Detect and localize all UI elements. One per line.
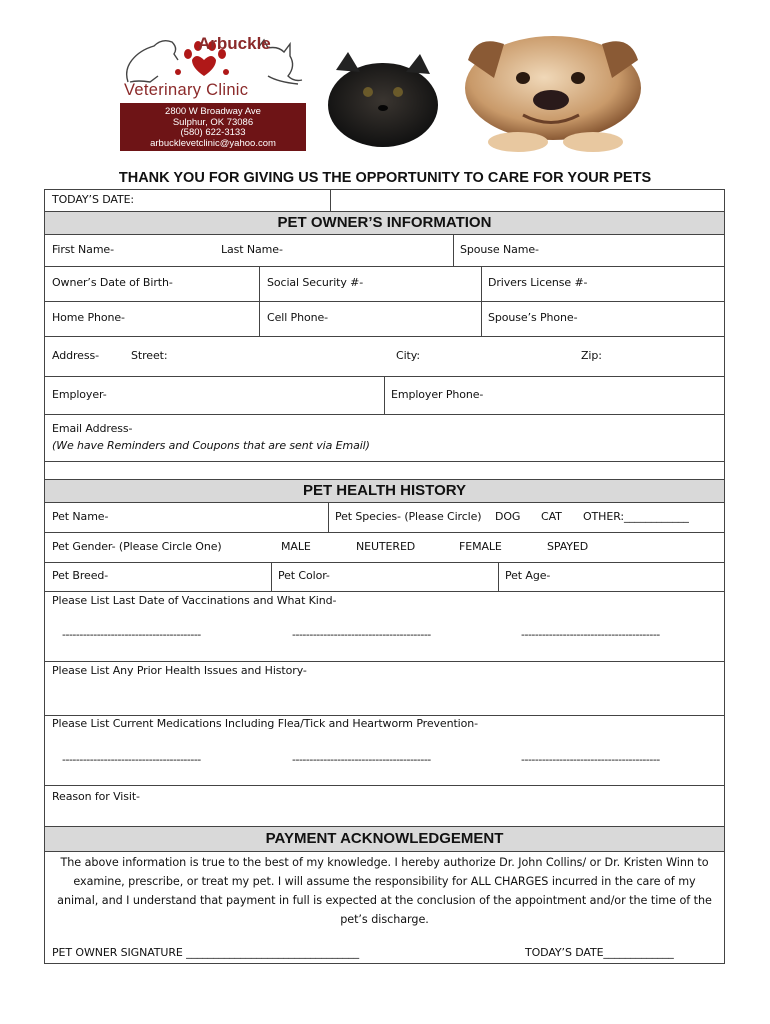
email-address-label: Email Address- — [52, 422, 133, 435]
city-label: City: — [396, 349, 420, 362]
species-cat-option[interactable]: CAT — [541, 510, 562, 523]
spouse-name-label: Spouse Name- — [460, 243, 539, 256]
prior-health-field[interactable] — [48, 682, 720, 712]
gender-male-option[interactable]: MALE — [281, 540, 311, 553]
pet-breed-label: Pet Breed- — [52, 569, 109, 582]
signature-date-line[interactable]: TODAY’S DATE_____________ — [525, 946, 674, 959]
email-note: (We have Reminders and Coupons that are sent via Email) — [52, 439, 370, 452]
prior-health-label: Please List Any Prior Health Issues and History- — [52, 664, 307, 677]
owner-dob-field[interactable] — [180, 268, 256, 299]
clinic-address1: 2800 W Broadway Ave — [165, 106, 261, 117]
form-heading: THANK YOU FOR GIVING US THE OPPORTUNITY TO CARE FOR YOUR PETS — [118, 170, 652, 186]
drivers-license-field[interactable] — [590, 268, 720, 299]
medication-line-2[interactable]: ---------------------------------------- — [292, 753, 431, 766]
medication-line-3[interactable]: ---------------------------------------- — [521, 753, 660, 766]
clinic-email: arbucklevetclinic@yahoo.com — [150, 137, 276, 149]
ssn-label: Social Security #- — [267, 276, 364, 289]
spouse-phone-label: Spouse’s Phone- — [488, 311, 578, 324]
owner-signature-line[interactable]: PET OWNER SIGNATURE ________________________________ — [52, 946, 359, 959]
street-field[interactable] — [172, 340, 387, 374]
owner-dob-label: Owner’s Date of Birth- — [52, 276, 173, 289]
zip-label: Zip: — [581, 349, 602, 362]
health-section-title: PET HEALTH HISTORY — [302, 482, 467, 499]
vaccination-line-2[interactable]: ---------------------------------------- — [292, 628, 431, 641]
species-other-option[interactable]: OTHER:____________ — [583, 510, 689, 523]
pet-name-label: Pet Name- — [52, 510, 109, 523]
last-name-label: Last Name- — [221, 243, 283, 256]
first-name-label: First Name- — [52, 243, 114, 256]
cell-phone-label: Cell Phone- — [267, 311, 329, 324]
employer-phone-label: Employer Phone- — [391, 388, 484, 401]
heart-icon — [192, 56, 216, 76]
employer-label: Employer- — [52, 388, 107, 401]
pet-age-field[interactable] — [556, 564, 720, 589]
home-phone-label: Home Phone- — [52, 311, 125, 324]
clinic-phone: (580) 622-3133 — [180, 127, 246, 138]
street-label: Street: — [131, 349, 168, 362]
gender-spayed-option[interactable]: SPAYED — [547, 540, 589, 553]
vaccinations-label: Please List Last Date of Vaccinations and What Kind- — [52, 594, 337, 607]
gender-neutered-option[interactable]: NEUTERED — [356, 540, 416, 553]
vaccination-line-1[interactable]: ---------------------------------------- — [62, 628, 201, 641]
employer-phone-field[interactable] — [488, 378, 720, 412]
home-phone-field[interactable] — [130, 303, 256, 334]
spouse-phone-field[interactable] — [580, 303, 720, 334]
clinic-address-box — [120, 103, 306, 151]
pet-name-field[interactable] — [112, 504, 324, 530]
email-address-field[interactable] — [138, 416, 718, 434]
pets-photo — [308, 30, 653, 152]
ssn-field[interactable] — [370, 268, 478, 299]
zip-field[interactable] — [606, 340, 720, 374]
employer-field[interactable] — [112, 378, 380, 412]
clinic-address2: Sulphur, OK 73086 — [172, 116, 254, 128]
pet-age-label: Pet Age- — [505, 569, 551, 582]
pet-gender-label: Pet Gender- (Please Circle One) — [52, 540, 222, 553]
pet-color-label: Pet Color- — [278, 569, 330, 582]
vaccination-line-3[interactable]: ---------------------------------------- — [521, 628, 660, 641]
medications-label: Please List Current Medications Including Flea/Tick and Heartworm Prevention- — [52, 717, 478, 730]
pet-breed-field[interactable] — [114, 564, 268, 589]
todays-date-label: TODAY’S DATE: — [52, 193, 135, 206]
cell-phone-field[interactable] — [334, 303, 478, 334]
reason-field[interactable] — [48, 806, 720, 824]
gender-female-option[interactable]: FEMALE — [459, 540, 502, 553]
pet-color-field[interactable] — [338, 564, 495, 589]
medication-line-1[interactable]: ---------------------------------------- — [62, 753, 201, 766]
address-label: Address- — [52, 349, 99, 362]
payment-acknowledgement-text: The above information is true to the best of my knowledge. I hereby authorize Dr. John Collins/ or Dr. Kristen Winn to examine, prescribe, or treat my pet. I will assume the responsibility for ALL CHARGES incurred in the care of my animal, and I understand that payment in full is expected at the conclusion of the appointment and/or the time of the pet’s discharge. — [57, 856, 712, 926]
city-field[interactable] — [426, 340, 574, 374]
clinic-subname: Veterinary Clinic — [124, 81, 249, 99]
spouse-name-field[interactable] — [545, 236, 720, 264]
todays-date-field[interactable] — [331, 190, 724, 210]
reason-label: Reason for Visit- — [52, 790, 140, 803]
last-name-field[interactable] — [288, 236, 448, 264]
clinic-name: Arbuckle — [198, 34, 271, 53]
owner-section-title: PET OWNER’S INFORMATION — [277, 214, 492, 231]
first-name-field[interactable] — [116, 236, 216, 264]
payment-section-title: PAYMENT ACKNOWLEDGEMENT — [265, 830, 504, 847]
drivers-license-label: Drivers License #- — [488, 276, 588, 289]
species-dog-option[interactable]: DOG — [495, 510, 521, 523]
pet-species-label: Pet Species- (Please Circle) — [335, 510, 482, 523]
